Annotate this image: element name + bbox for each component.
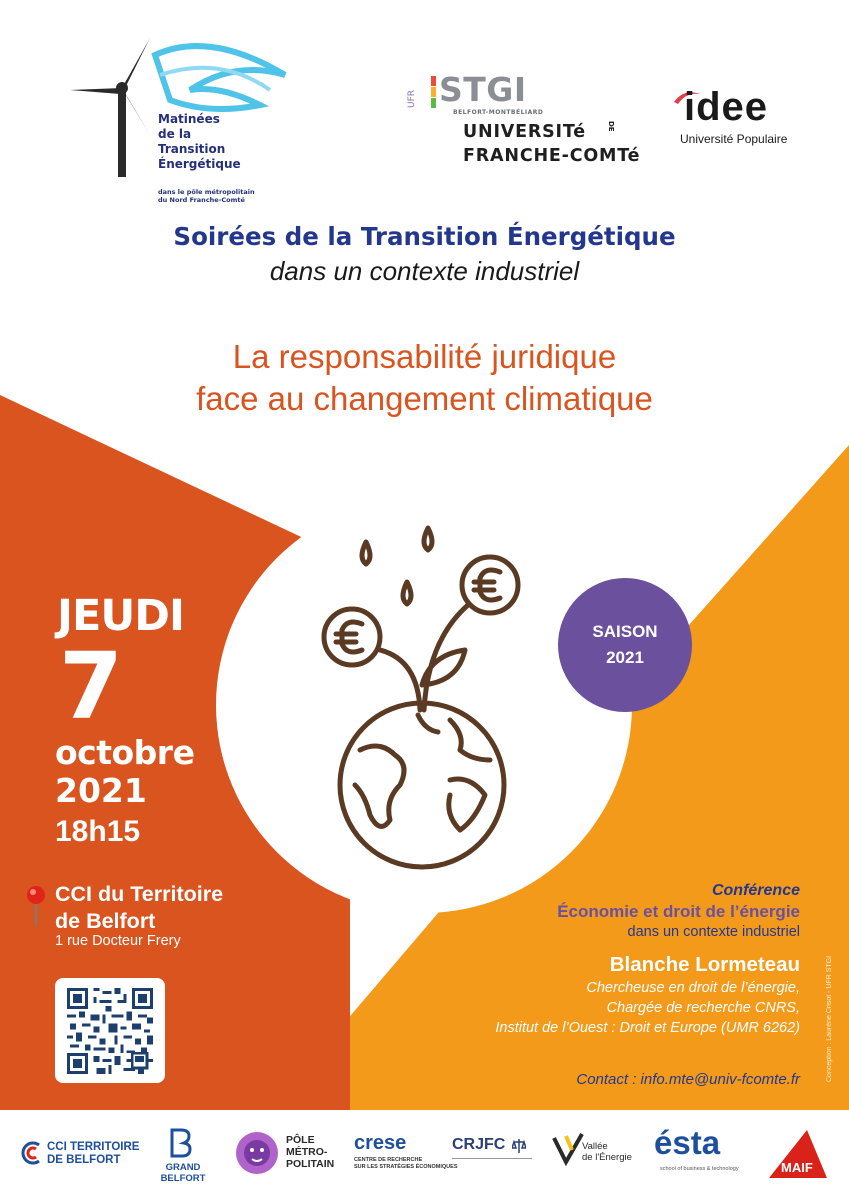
stgi-name: STGI	[439, 70, 527, 109]
series-context: dans un contexte industriel	[269, 256, 580, 286]
esta-logo	[652, 1110, 747, 1200]
event-day: 7	[59, 633, 124, 740]
qr-code-icon	[67, 988, 153, 1074]
idee-name: idee	[684, 85, 769, 129]
event-month: octobre	[55, 733, 195, 772]
globe-plant-illustration	[300, 510, 550, 880]
vallee-energie-logo	[548, 1110, 633, 1200]
speaker-name: Blanche Lormeteau	[609, 953, 800, 976]
qr-code-card[interactable]	[55, 978, 165, 1083]
idee-logo	[672, 85, 812, 150]
crjfc-name: CRJFC	[452, 1136, 506, 1153]
speaker-role: Chercheuse en droit de l’énergie,	[586, 980, 800, 996]
mte-logo-subtitle: dans le pôle métropolitain du Nord Franche-Comté	[158, 188, 255, 204]
grand-belfort-logo	[158, 1110, 208, 1200]
grand-belfort-line: BELFORT	[160, 1173, 206, 1184]
stgi-subtitle: BELFORT-MONTBÉLIARD	[453, 109, 544, 116]
map-pin-icon	[24, 884, 48, 928]
speaker-role: Chargée de recherche CNRS,	[606, 1000, 800, 1016]
mte-logo	[60, 30, 300, 205]
vallee-line: Vallée	[582, 1141, 608, 1152]
cci-line: CCI TERRITOIRE	[47, 1141, 140, 1153]
maif-name: MAIF	[781, 1160, 813, 1175]
crese-name: crese	[354, 1132, 407, 1154]
crjfc-logo	[450, 1110, 535, 1200]
crese-sub: CENTRE DE RECHERCHE	[354, 1157, 423, 1163]
water-drop-icon	[362, 528, 432, 604]
pole-line: POLITAIN	[286, 1158, 335, 1170]
grand-belfort-line: GRAND	[165, 1162, 201, 1173]
crese-sub: SUR LES STRATÉGIES ÉCONOMIQUES	[354, 1164, 458, 1170]
grand-belfort-icon	[168, 1128, 194, 1158]
maif-logo	[765, 1110, 835, 1200]
conference-theme: Économie et droit de l’énergie	[557, 902, 800, 921]
event-weekday: JEUDI	[57, 591, 184, 641]
conference-context: dans un contexte industriel	[627, 924, 800, 940]
stgi-ufr: UFR	[407, 89, 417, 108]
cci-logo-icon	[19, 1140, 45, 1166]
cci-logo	[15, 1110, 145, 1200]
euro-coin-icon	[324, 557, 518, 665]
esta-name: ésta	[654, 1124, 721, 1161]
lion-icon	[234, 1130, 280, 1176]
conference-info	[380, 881, 800, 1038]
vallee-line: de l'Énergie	[582, 1152, 632, 1163]
globe-icon	[340, 703, 504, 867]
pole-line: MÉTRO-	[286, 1146, 328, 1158]
event-year: 2021	[55, 771, 147, 810]
season-badge: SAISON 2021	[558, 578, 692, 712]
event-address: 1 rue Docteur Frery	[55, 933, 181, 949]
cci-line: DE BELFORT	[47, 1154, 121, 1166]
partner-logos-footer	[0, 1110, 849, 1200]
stgi-logo	[405, 68, 645, 168]
pole-metropolitain-logo	[232, 1110, 342, 1200]
speaker-role: Institut de l’Ouest : Droit et Europe (UMR 6262)	[495, 1020, 800, 1036]
event-venue: CCI du Territoire de Belfort	[55, 882, 224, 933]
design-credit: Conception : Laurène Crisot - UFR STGI	[826, 955, 833, 1082]
vallee-energie-icon	[552, 1132, 584, 1166]
pole-line: PÔLE	[286, 1134, 315, 1146]
contact-email[interactable]: Contact : info.mte@univ-fcomte.fr	[576, 1071, 800, 1088]
university-name: UNIVERSITé FRANCHE-COMTé	[463, 122, 641, 166]
topic-title: La responsabilité juridique face au changement climatique	[196, 338, 653, 417]
university-de: DE	[607, 121, 615, 132]
idee-subtitle: Université Populaire	[680, 132, 788, 146]
mte-logo-title: Matinées de la Transition Énergétique	[158, 112, 241, 171]
series-title: Soirées de la Transition Énergétique	[173, 222, 676, 251]
esta-sub: school of business & technology	[660, 1166, 739, 1172]
crese-logo	[352, 1110, 458, 1200]
scales-icon	[512, 1138, 526, 1154]
conference-label: Conférence	[711, 882, 800, 899]
event-time: 18h15	[55, 815, 141, 848]
